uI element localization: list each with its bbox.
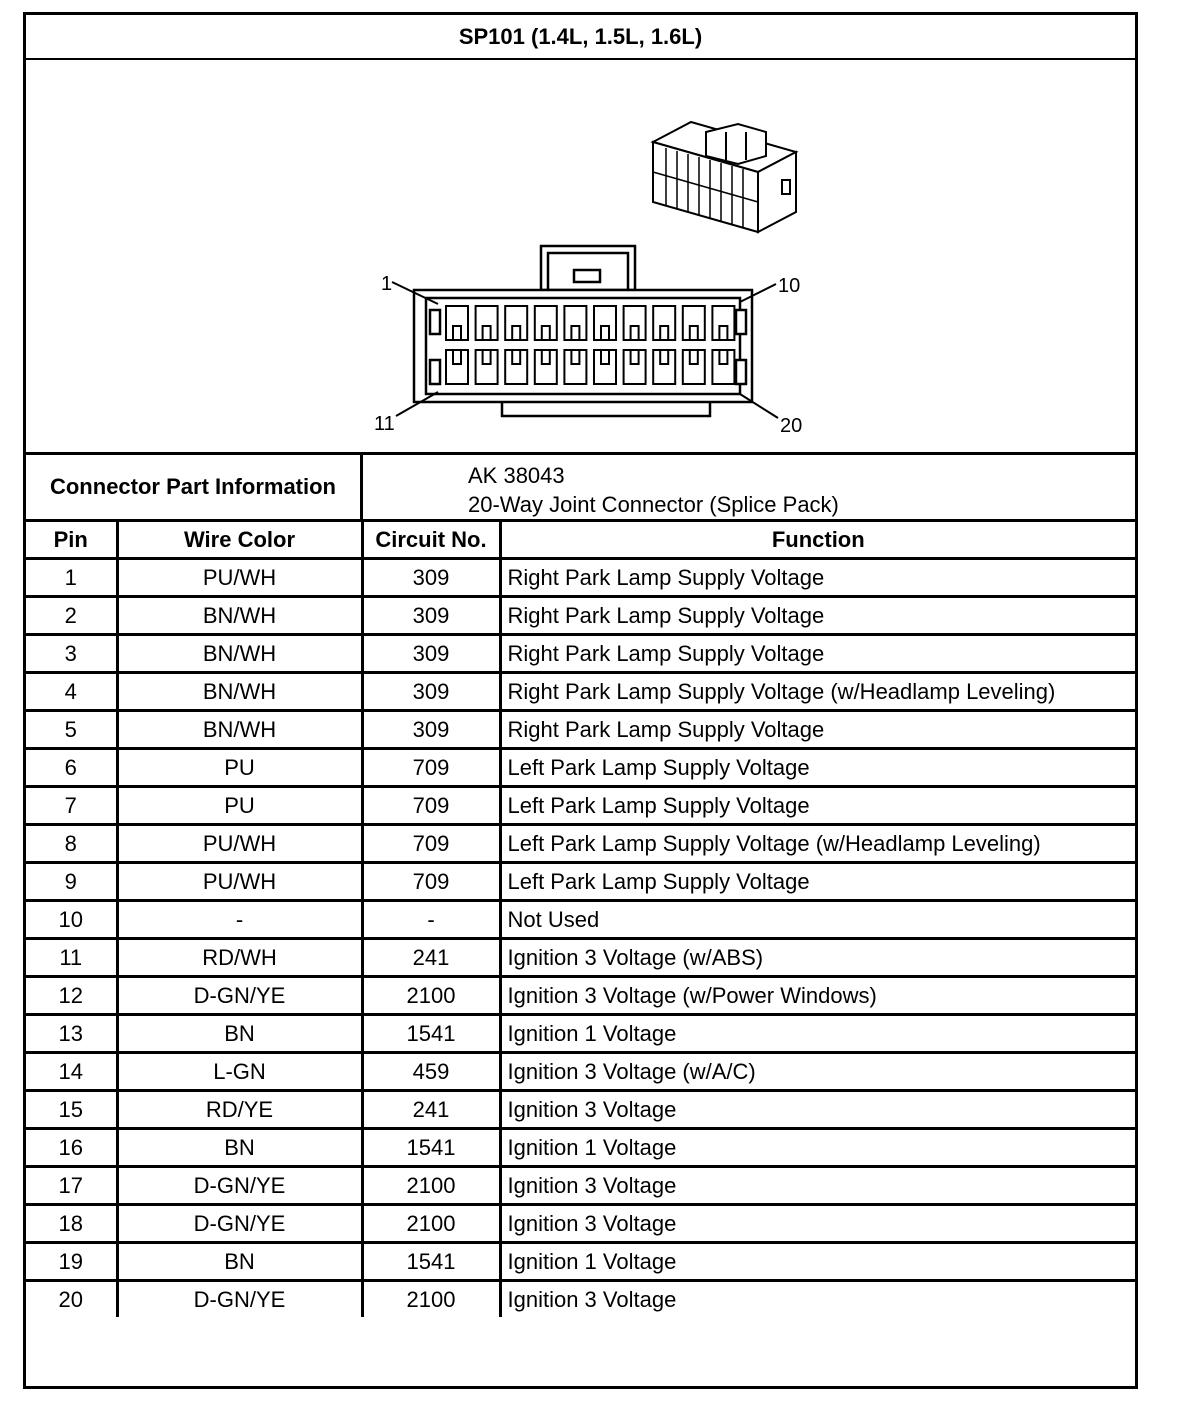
cavity-bottom-notch [483, 350, 491, 364]
wire-color-cell: PU/WH [117, 863, 362, 901]
pin-cell: 13 [26, 1015, 117, 1053]
wire-color-cell: RD/YE [117, 1091, 362, 1129]
circuit-cell: 1541 [362, 1129, 500, 1167]
table-row [26, 635, 1135, 673]
part-number: AK 38043 [468, 463, 565, 488]
table-row [26, 1053, 1135, 1091]
pin-cell: 1 [26, 559, 117, 597]
wire-color-cell: D-GN/YE [117, 977, 362, 1015]
table-header-row [26, 522, 1135, 559]
function-cell: Ignition 3 Voltage (w/Power Windows) [500, 977, 1135, 1015]
wire-color-cell: - [117, 901, 362, 939]
function-cell: Ignition 3 Voltage [500, 1281, 1135, 1318]
table-row [26, 597, 1135, 635]
wire-color-cell: L-GN [117, 1053, 362, 1091]
cavity-top-notch [660, 326, 668, 340]
wire-color-cell: D-GN/YE [117, 1281, 362, 1318]
cavity-bottom-notch [512, 350, 520, 364]
function-cell: Ignition 3 Voltage [500, 1205, 1135, 1243]
wire-color-cell: BN/WH [117, 673, 362, 711]
wire-color-cell: D-GN/YE [117, 1167, 362, 1205]
function-cell: Ignition 3 Voltage [500, 1167, 1135, 1205]
table-row [26, 1129, 1135, 1167]
connector-part-info [26, 452, 1135, 522]
wire-color-cell: BN [117, 1129, 362, 1167]
wire-color-cell: D-GN/YE [117, 1205, 362, 1243]
wire-color-cell: BN/WH [117, 711, 362, 749]
pin-cell: 14 [26, 1053, 117, 1091]
function-cell: Right Park Lamp Supply Voltage [500, 711, 1135, 749]
connector-sheet [23, 12, 1138, 1389]
connector-3d-icon [653, 122, 796, 232]
function-cell: Left Park Lamp Supply Voltage [500, 863, 1135, 901]
wire-color-cell: PU/WH [117, 825, 362, 863]
table-row [26, 1167, 1135, 1205]
circuit-cell: 709 [362, 787, 500, 825]
cavity-top-notch [601, 326, 609, 340]
table-row [26, 1205, 1135, 1243]
circuit-cell: 309 [362, 559, 500, 597]
cavity-top-notch [453, 326, 461, 340]
connector-info-label: Connector Part Information [26, 455, 363, 519]
pin-cell: 2 [26, 597, 117, 635]
wire-color-cell: PU [117, 749, 362, 787]
table-row [26, 559, 1135, 597]
header-wire-color: Wire Color [117, 522, 362, 559]
wire-color-cell: RD/WH [117, 939, 362, 977]
circuit-cell: 709 [362, 863, 500, 901]
circuit-cell: 309 [362, 635, 500, 673]
pin-label-11: 11 [374, 413, 395, 435]
circuit-cell: 2100 [362, 1281, 500, 1318]
table-row [26, 1015, 1135, 1053]
cavity-top-notch [512, 326, 520, 340]
circuit-cell: 241 [362, 1091, 500, 1129]
table-row [26, 1281, 1135, 1318]
circuit-cell: - [362, 901, 500, 939]
circuit-cell: 309 [362, 711, 500, 749]
circuit-cell: 2100 [362, 977, 500, 1015]
cavity-bottom-notch [453, 350, 461, 364]
circuit-cell: 2100 [362, 1205, 500, 1243]
cavity-top-notch [631, 326, 639, 340]
table-row [26, 749, 1135, 787]
wire-color-cell: PU [117, 787, 362, 825]
pin-cell: 6 [26, 749, 117, 787]
cavity-top-notch [690, 326, 698, 340]
pinout-table [26, 522, 1135, 1317]
function-cell: Left Park Lamp Supply Voltage [500, 749, 1135, 787]
table-row [26, 977, 1135, 1015]
pin-cell: 17 [26, 1167, 117, 1205]
cavity-bottom-notch [690, 350, 698, 364]
pin-cell: 10 [26, 901, 117, 939]
table-row [26, 787, 1135, 825]
table-row [26, 939, 1135, 977]
circuit-cell: 709 [362, 825, 500, 863]
cavity-bottom-notch [631, 350, 639, 364]
function-cell: Ignition 1 Voltage [500, 1243, 1135, 1281]
header-pin: Pin [26, 522, 117, 559]
table-row [26, 1243, 1135, 1281]
pin-cell: 8 [26, 825, 117, 863]
pin-cell: 16 [26, 1129, 117, 1167]
pin-cell: 9 [26, 863, 117, 901]
circuit-cell: 1541 [362, 1015, 500, 1053]
connector-info-value [468, 461, 839, 519]
pin-cell: 20 [26, 1281, 117, 1318]
function-cell: Right Park Lamp Supply Voltage [500, 559, 1135, 597]
part-description: 20-Way Joint Connector (Splice Pack) [468, 492, 839, 517]
function-cell: Ignition 3 Voltage [500, 1091, 1135, 1129]
table-row [26, 901, 1135, 939]
cavity-bottom-notch [660, 350, 668, 364]
function-cell: Right Park Lamp Supply Voltage [500, 635, 1135, 673]
cavity-top-notch [483, 326, 491, 340]
function-cell: Ignition 1 Voltage [500, 1129, 1135, 1167]
function-cell: Right Park Lamp Supply Voltage [500, 597, 1135, 635]
cavity-top-notch [719, 326, 727, 340]
cavity-bottom-notch [571, 350, 579, 364]
header-function: Function [500, 522, 1135, 559]
cavity-bottom-notch [542, 350, 550, 364]
function-cell: Right Park Lamp Supply Voltage (w/Headlamp Leveling) [500, 673, 1135, 711]
header-circuit-no: Circuit No. [362, 522, 500, 559]
table-row [26, 673, 1135, 711]
circuit-cell: 309 [362, 673, 500, 711]
pin-cell: 5 [26, 711, 117, 749]
pin-cell: 11 [26, 939, 117, 977]
connector-drawing [26, 60, 1135, 452]
pin-cell: 4 [26, 673, 117, 711]
table-row [26, 711, 1135, 749]
wire-color-cell: BN/WH [117, 597, 362, 635]
page-title: SP101 (1.4L, 1.5L, 1.6L) [26, 15, 1135, 60]
circuit-cell: 459 [362, 1053, 500, 1091]
table-row [26, 825, 1135, 863]
table-row [26, 1091, 1135, 1129]
wire-color-cell: BN [117, 1243, 362, 1281]
cavity-top-notch [542, 326, 550, 340]
function-cell: Ignition 3 Voltage (w/A/C) [500, 1053, 1135, 1091]
wire-color-cell: PU/WH [117, 559, 362, 597]
pin-label-10: 10 [778, 275, 801, 297]
wire-color-cell: BN/WH [117, 635, 362, 673]
pin-label-20: 20 [780, 415, 803, 437]
cavity-bottom-notch [719, 350, 727, 364]
pin-cell: 7 [26, 787, 117, 825]
circuit-cell: 309 [362, 597, 500, 635]
pin-cell: 3 [26, 635, 117, 673]
function-cell: Ignition 1 Voltage [500, 1015, 1135, 1053]
circuit-cell: 709 [362, 749, 500, 787]
circuit-cell: 241 [362, 939, 500, 977]
function-cell: Not Used [500, 901, 1135, 939]
function-cell: Left Park Lamp Supply Voltage [500, 787, 1135, 825]
cavity-bottom-notch [601, 350, 609, 364]
pin-label-1: 1 [381, 273, 393, 295]
cavity-top-notch [571, 326, 579, 340]
connector-figure [26, 60, 1135, 452]
pin-cell: 12 [26, 977, 117, 1015]
pin-cell: 18 [26, 1205, 117, 1243]
wire-color-cell: BN [117, 1015, 362, 1053]
table-row [26, 863, 1135, 901]
circuit-cell: 2100 [362, 1167, 500, 1205]
pin-cell: 15 [26, 1091, 117, 1129]
pin-cell: 19 [26, 1243, 117, 1281]
function-cell: Left Park Lamp Supply Voltage (w/Headlamp Leveling) [500, 825, 1135, 863]
circuit-cell: 1541 [362, 1243, 500, 1281]
function-cell: Ignition 3 Voltage (w/ABS) [500, 939, 1135, 977]
